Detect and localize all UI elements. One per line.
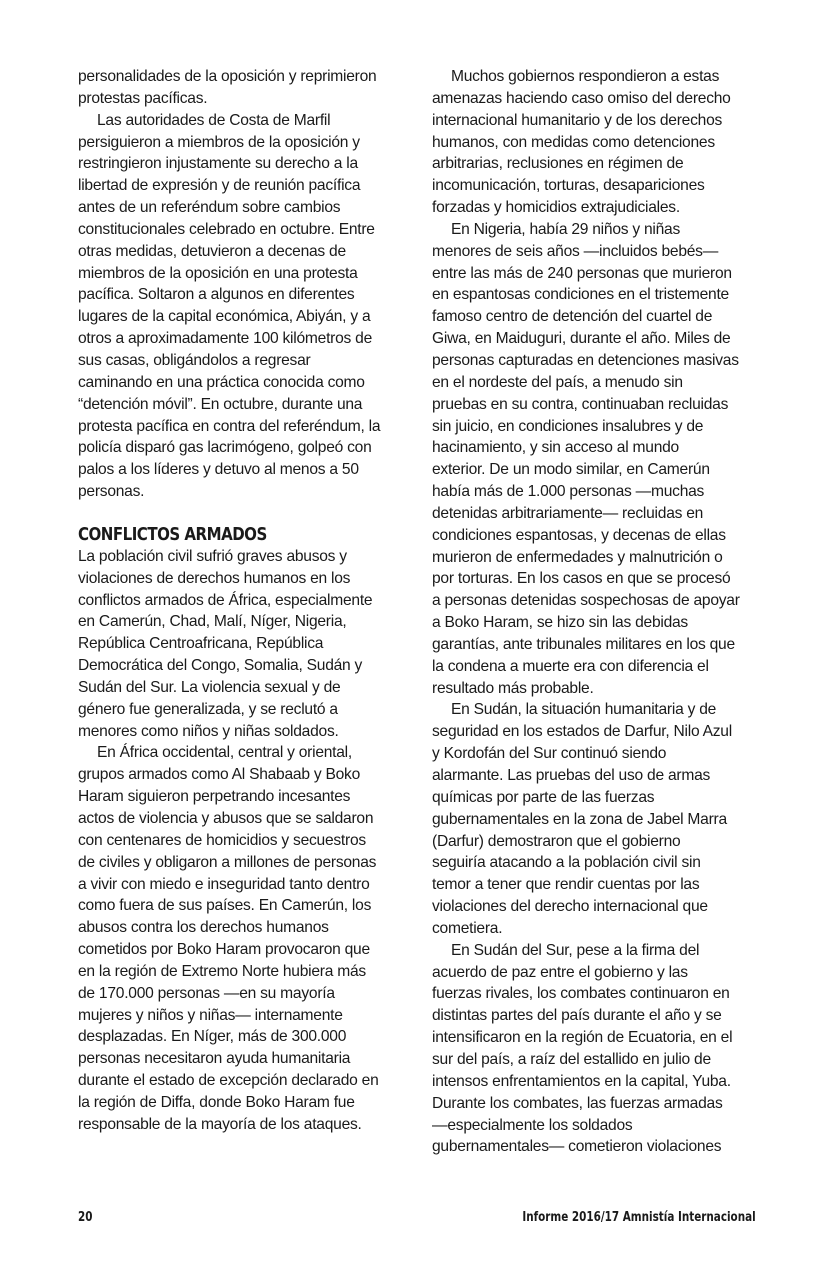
- text-line: temor a tener que rendir cuentas por las: [432, 876, 700, 894]
- text-line: palos a los líderes y detuvo al menos a 50: [78, 461, 359, 479]
- text-line: policía disparó gas lacrimógeno, golpeó con: [78, 439, 372, 457]
- text-line: violaciones de derechos humanos en los: [78, 569, 351, 587]
- paragraph: [78, 110, 418, 503]
- text-line: pruebas en su contra, continuaban recluidas: [432, 395, 729, 413]
- text-line: como fuera de sus países. En Camerún, los: [78, 897, 372, 915]
- text-line: En Nigeria, había 29 niños y niñas: [451, 220, 681, 238]
- text-line: personalidades de la oposición y reprimieron: [78, 68, 377, 85]
- paragraph: [432, 66, 772, 219]
- text-line: de 170.000 personas —en su mayoría: [78, 984, 335, 1002]
- text-line: por torturas. En los casos en que se procesó: [432, 570, 731, 588]
- text-line: Muchos gobiernos respondieron a estas: [451, 68, 720, 85]
- text-line: actos de violencia y abusos que se saldaron: [78, 810, 374, 827]
- text-line: había más de 1.000 personas —muchas: [432, 483, 705, 501]
- text-line: (Darfur) demostraron que el gobierno: [432, 832, 681, 850]
- text-line: Giwa, en Maiduguri, durante el año. Miles de: [432, 330, 731, 348]
- text-line: durante el estado de excepción declarado en: [78, 1072, 379, 1090]
- left-column: [78, 66, 418, 1136]
- text-line: Durante los combates, las fuerzas armadas: [432, 1094, 723, 1112]
- text-line: otros a aproximadamente 100 kilómetros de: [78, 330, 372, 348]
- text-line: En Sudán, la situación humanitaria y de: [451, 701, 717, 719]
- text-line: Las autoridades de Costa de Marfil: [97, 111, 331, 129]
- text-line: distintas partes del país durante el año y se: [432, 1007, 722, 1025]
- text-line: responsable de la mayoría de los ataques.: [78, 1115, 362, 1133]
- text-line: libertad de expresión y de reunión pacífica: [78, 177, 361, 195]
- text-line: pacífica. Soltaron a algunos en diferentes: [78, 286, 355, 304]
- text-line: La población civil sufrió graves abusos y: [78, 547, 347, 565]
- text-line: entre las más de 240 personas que murieron: [432, 264, 732, 282]
- text-line: acuerdo de paz entre el gobierno y las: [432, 963, 688, 981]
- text-line: químicas por parte de las fuerzas: [432, 788, 655, 806]
- text-line: hacinamiento, y sin acceso al mundo: [432, 439, 679, 457]
- section-heading: CONFLICTOS ARMADOS: [78, 524, 267, 545]
- text-line: “detención móvil”. En octubre, durante una: [78, 395, 363, 413]
- text-line: fuerzas rivales, los combates continuaron en: [432, 985, 730, 1003]
- text-line: seguiría atacando a la población civil sin: [432, 854, 701, 872]
- text-line: humanos, con medidas como detenciones: [432, 133, 715, 151]
- text-line: cometiera.: [432, 919, 503, 937]
- text-line: a vivir con miedo e inseguridad tanto dentro: [78, 875, 370, 893]
- text-line: incomunicación, torturas, desapariciones: [432, 177, 705, 195]
- text-line: en Camerún, Chad, Malí, Níger, Nigeria,: [78, 613, 347, 631]
- text-line: seguridad en los estados de Darfur, Nilo Azul: [432, 723, 732, 741]
- text-line: violaciones del derecho internacional que: [432, 898, 708, 916]
- text-line: con centenares de homicidios y secuestros: [78, 831, 366, 849]
- text-line: caminando en una práctica conocida como: [78, 373, 365, 391]
- text-line: resultado más probable.: [432, 679, 594, 697]
- text-line: cometidos por Boko Haram provocaron que: [78, 941, 370, 959]
- text-line: otras medidas, detuvieron a decenas de: [78, 242, 346, 260]
- page-number: 20: [78, 1210, 93, 1225]
- text-line: lugares de la capital económica, Abiyán, y a: [78, 308, 371, 326]
- text-line: género fue generalizada, y se reclutó a: [78, 700, 338, 718]
- text-line: personas capturadas en detenciones masivas: [432, 351, 739, 369]
- text-line: a personas detenidas sospechosas de apoyar: [432, 592, 740, 610]
- text-line: —especialmente los soldados: [432, 1116, 633, 1134]
- text-line: alarmante. Las pruebas del uso de armas: [432, 767, 711, 784]
- text-line: exterior. De un modo similar, en Camerún: [432, 461, 710, 479]
- text-line: amenazas haciendo caso omiso del derecho: [432, 89, 731, 107]
- text-line: En África occidental, central y oriental,: [97, 744, 352, 762]
- text-line: en la región de Extremo Norte hubiera más: [78, 962, 366, 980]
- text-line: miembros de la oposición en una protesta: [78, 264, 358, 282]
- text-line: conflictos armados de África, especialmente: [78, 591, 373, 609]
- text-line: sus casas, obligándolos a regresar: [78, 351, 311, 369]
- text-line: sin juicio, en condiciones insalubres y de: [432, 417, 704, 435]
- text-line: personas.: [78, 483, 145, 501]
- text-line: antes de un referéndum sobre cambios: [78, 199, 341, 217]
- text-line: menores de seis años —incluidos bebés—: [432, 242, 719, 260]
- text-line: gubernamentales en la zona de Jabel Marra: [432, 810, 727, 828]
- text-line: gubernamentales— cometieron violaciones: [432, 1138, 722, 1156]
- text-line: protesta pacífica en contra del referéndum, la: [78, 417, 381, 435]
- text-line: intensos enfrentamientos en la capital, Yuba.: [432, 1072, 731, 1090]
- paragraph: [432, 940, 772, 1158]
- text-line: sur del país, a raíz del estallido en julio de: [432, 1050, 711, 1068]
- text-line: y Kordofán del Sur continuó siendo: [432, 745, 667, 763]
- text-line: a Boko Haram, se hizo sin las debidas: [432, 614, 688, 632]
- paragraph: [78, 546, 418, 743]
- text-line: murieron de enfermedades y malnutrición o: [432, 548, 723, 566]
- text-line: En Sudán del Sur, pese a la firma del: [451, 941, 700, 959]
- text-line: en el nordeste del país, a menudo sin: [432, 373, 683, 391]
- text-line: detenidas arbitrariamente— recluidas en: [432, 504, 704, 522]
- text-line: condiciones espantosas, y decenas de ellas: [432, 526, 726, 544]
- text-line: Democrática del Congo, Somalia, Sudán y: [78, 657, 363, 675]
- text-line: protestas pacíficas.: [78, 89, 208, 107]
- text-line: mujeres y niños y niñas— internamente: [78, 1006, 343, 1024]
- text-line: famoso centro de detención del cuartel de: [432, 308, 713, 326]
- text-line: intensificaron en la región de Ecuatoria, en el: [432, 1029, 733, 1047]
- text-line: abusos contra los derechos humanos: [78, 919, 329, 937]
- footer-title: Informe 2016/17 Amnistía Internacional: [522, 1210, 756, 1225]
- text-line: persiguieron a miembros de la oposición y: [78, 133, 360, 151]
- text-line: personas necesitaron ayuda humanitaria: [78, 1050, 351, 1068]
- text-line: forzadas y homicidios extrajudiciales.: [432, 199, 680, 217]
- paragraph: [432, 699, 772, 939]
- paragraph: [78, 742, 418, 1135]
- right-column: [432, 66, 772, 1158]
- paragraph: [432, 219, 772, 700]
- text-line: desplazadas. En Níger, más de 300.000: [78, 1028, 347, 1046]
- text-line: menores como niños y niñas soldados.: [78, 722, 339, 740]
- text-line: la condena a muerte era con diferencia el: [432, 657, 709, 675]
- text-line: en espantosas condiciones en el tristemente: [432, 286, 729, 304]
- text-line: la región de Diffa, donde Boko Haram fue: [78, 1093, 355, 1111]
- text-line: internacional humanitario y de los derechos: [432, 111, 723, 129]
- paragraph: [78, 66, 418, 110]
- text-line: constitucionales celebrado en octubre. Entre: [78, 220, 375, 238]
- text-line: Haram siguieron perpetrando incesantes: [78, 788, 351, 806]
- text-line: de civiles y obligaron a millones de personas: [78, 853, 377, 871]
- text-line: grupos armados como Al Shabaab y Boko: [78, 766, 361, 784]
- text-line: arbitrarias, reclusiones en régimen de: [432, 155, 684, 173]
- text-line: restringieron injustamente su derecho a la: [78, 155, 358, 173]
- text-line: República Centroafricana, República: [78, 635, 324, 653]
- text-line: Sudán del Sur. La violencia sexual y de: [78, 678, 341, 696]
- text-line: garantías, ante tribunales militares en los que: [432, 635, 735, 653]
